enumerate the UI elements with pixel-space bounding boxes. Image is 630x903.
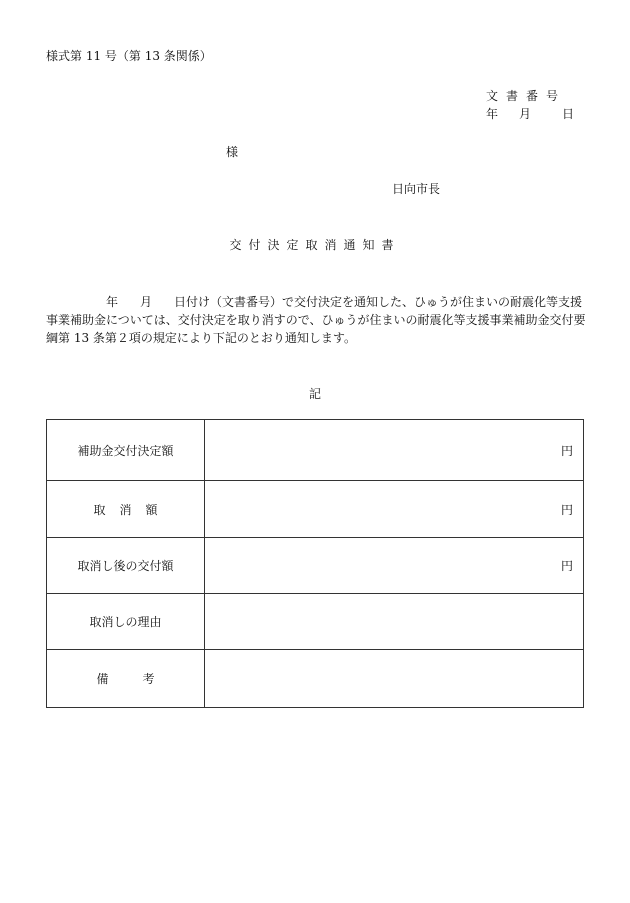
- row-value: 円: [205, 481, 584, 538]
- notice-body: [46, 293, 591, 347]
- table-row: [47, 481, 584, 538]
- row-value: 円: [205, 420, 584, 481]
- row-label-text: 取消額: [93, 502, 172, 517]
- row-value: [205, 650, 584, 708]
- table-row: [47, 538, 584, 594]
- body-line-3: 綱第 13 条第２項の規定により下記のとおり通知します。: [46, 331, 356, 345]
- body-line-2: 事業補助金については、交付決定を取り消すので、ひゅうが住まいの耐震化等支援事業補助金交付要: [46, 313, 586, 327]
- body-month-label: 月: [140, 295, 153, 309]
- ki-heading: 記: [308, 387, 321, 401]
- row-label: [47, 650, 205, 708]
- row-label: 補助金交付決定額: [47, 420, 205, 481]
- row-label: 取消し後の交付額: [47, 538, 205, 594]
- date-day-label: 日: [562, 107, 575, 121]
- form-number: 様式第 11 号（第 13 条関係）: [46, 49, 212, 63]
- document-title: 交付決定取消通知書: [229, 238, 401, 252]
- date-line: [486, 105, 574, 122]
- body-line-1-text: 日付け（文書番号）で交付決定を通知した、ひゅうが住まいの耐震化等支援: [174, 295, 583, 309]
- row-label-text: 備考: [96, 672, 189, 686]
- document-number-label: 文書番号: [486, 89, 567, 103]
- row-label: [47, 481, 205, 538]
- row-value: [205, 594, 584, 650]
- body-line-1: [46, 293, 591, 311]
- table-row: [47, 420, 584, 481]
- issuer-name: 日向市長: [392, 182, 441, 196]
- date-month-label: 月: [519, 107, 532, 121]
- row-value: 円: [205, 538, 584, 594]
- body-year-label: 年: [106, 295, 119, 309]
- row-label: 取消しの理由: [47, 594, 205, 650]
- table-row: [47, 594, 584, 650]
- table-row: [47, 650, 584, 708]
- date-year-label: 年: [486, 107, 499, 121]
- detail-table: [46, 419, 584, 708]
- addressee-suffix: 様: [226, 145, 239, 159]
